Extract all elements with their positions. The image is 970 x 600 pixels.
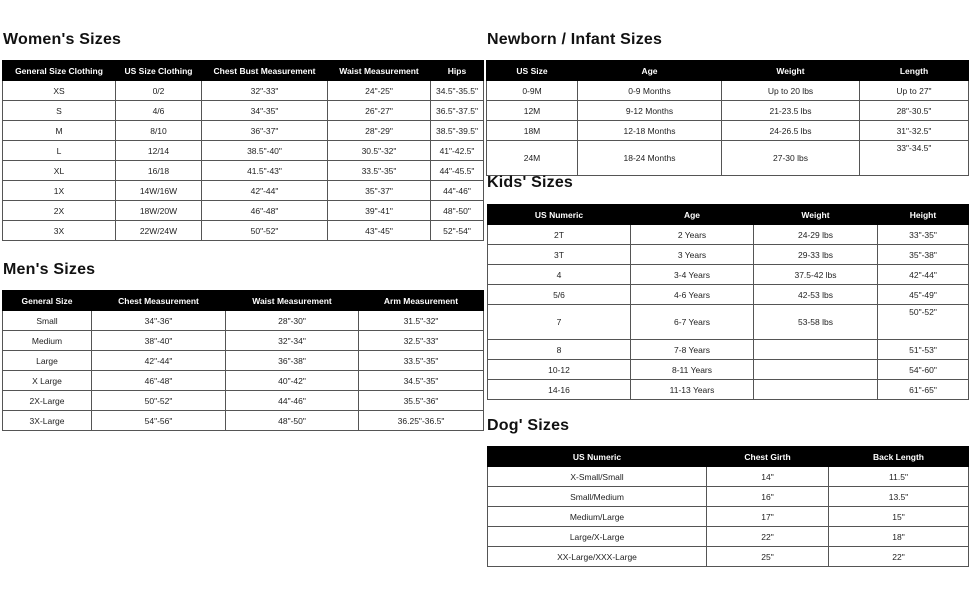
- table-row: [488, 305, 969, 340]
- table-cell: 42"-44": [878, 265, 969, 285]
- table-row: [488, 340, 969, 360]
- table-row: [3, 81, 484, 101]
- table-cell: 44"-46": [226, 391, 359, 411]
- table-cell: 42"-44": [92, 351, 226, 371]
- table-row: [3, 201, 484, 221]
- table-cell: 33.5"-35": [359, 351, 484, 371]
- table-cell: 53-58 lbs: [754, 305, 878, 340]
- table-cell: 18-24 Months: [578, 141, 722, 176]
- table-cell: 12/14: [116, 141, 202, 161]
- table-cell: 34.5"-35.5": [431, 81, 484, 101]
- column-header: US Size: [487, 61, 578, 81]
- table-cell: 34"-35": [202, 101, 328, 121]
- table-cell: 10-12: [488, 360, 631, 380]
- column-header: Hips: [431, 61, 484, 81]
- table-cell: 3X: [3, 221, 116, 241]
- table-cell: 4-6 Years: [631, 285, 754, 305]
- table-cell: 44"-45.5": [431, 161, 484, 181]
- table-cell: 42"-44": [202, 181, 328, 201]
- table-cell: 5/6: [488, 285, 631, 305]
- table-cell: XL: [3, 161, 116, 181]
- table-row: [3, 181, 484, 201]
- table-header-row: [3, 61, 484, 81]
- table-cell: Up to 20 lbs: [722, 81, 860, 101]
- column-header: Age: [631, 205, 754, 225]
- table-row: [488, 507, 969, 527]
- column-header: Back Length: [829, 447, 969, 467]
- table-cell: 61"-65": [878, 380, 969, 400]
- column-header: Length: [860, 61, 969, 81]
- dog-sizes-title: Dog' Sizes: [487, 417, 570, 434]
- table-row: [3, 391, 484, 411]
- table-row: [488, 487, 969, 507]
- table-cell: 3-4 Years: [631, 265, 754, 285]
- table-cell: 38"-40": [92, 331, 226, 351]
- table-cell: 9-12 Months: [578, 101, 722, 121]
- newborn-sizes-title: Newborn / Infant Sizes: [487, 31, 663, 48]
- column-header: Chest Girth: [707, 447, 829, 467]
- table-cell: 24M: [487, 141, 578, 176]
- table-row: [488, 265, 969, 285]
- table-row: [3, 371, 484, 391]
- table-cell: 32"-33": [202, 81, 328, 101]
- table-cell: 18M: [487, 121, 578, 141]
- column-header: General Size Clothing: [3, 61, 116, 81]
- table-cell: 13.5": [829, 487, 969, 507]
- table-cell: 50"-52": [92, 391, 226, 411]
- table-cell: 7-8 Years: [631, 340, 754, 360]
- table-cell: 29-33 lbs: [754, 245, 878, 265]
- mens-sizes-title: Men's Sizes: [3, 261, 96, 278]
- table-cell: 24"-25": [328, 81, 431, 101]
- table-cell: 24-29 lbs: [754, 225, 878, 245]
- table-cell: 12-18 Months: [578, 121, 722, 141]
- table-cell: 14W/16W: [116, 181, 202, 201]
- table-cell: 35"-38": [878, 245, 969, 265]
- table-row: [3, 221, 484, 241]
- table-cell: 28"-30": [226, 311, 359, 331]
- table-cell: 36"-38": [226, 351, 359, 371]
- table-row: [488, 245, 969, 265]
- table-cell: 17": [707, 507, 829, 527]
- table-cell: 27-30 lbs: [722, 141, 860, 176]
- table-cell: 38.5"-39.5": [431, 121, 484, 141]
- table-row: [3, 141, 484, 161]
- table-cell: 11-13 Years: [631, 380, 754, 400]
- table-cell: 31.5"-32": [359, 311, 484, 331]
- table-cell: 16": [707, 487, 829, 507]
- table-row: [487, 141, 969, 176]
- table-row: [488, 467, 969, 487]
- table-cell: 32.5"-33": [359, 331, 484, 351]
- table-header-row: [3, 291, 484, 311]
- table-cell: 24-26.5 lbs: [722, 121, 860, 141]
- table-cell: [754, 340, 878, 360]
- table-cell: 1X: [3, 181, 116, 201]
- table-cell: 39"-41": [328, 201, 431, 221]
- table-cell: S: [3, 101, 116, 121]
- table-cell: 50"-52": [878, 305, 969, 340]
- table-cell: Small: [3, 311, 92, 331]
- table-row: [3, 411, 484, 431]
- table-cell: 4: [488, 265, 631, 285]
- table-row: [488, 285, 969, 305]
- table-cell: Small/Medium: [488, 487, 707, 507]
- table-cell: 26"-27": [328, 101, 431, 121]
- table-row: [3, 161, 484, 181]
- table-cell: 44"-46": [431, 181, 484, 201]
- table-cell: [754, 360, 878, 380]
- table-cell: 36"-37": [202, 121, 328, 141]
- table-row: [488, 360, 969, 380]
- table-cell: 2T: [488, 225, 631, 245]
- column-header: US Size Clothing: [116, 61, 202, 81]
- table-cell: 28"-30.5": [860, 101, 969, 121]
- table-row: [3, 121, 484, 141]
- table-cell: M: [3, 121, 116, 141]
- table-cell: 4/6: [116, 101, 202, 121]
- table-cell: 51"-53": [878, 340, 969, 360]
- table-cell: 41.5"-43": [202, 161, 328, 181]
- table-header-row: [488, 447, 969, 467]
- column-header: Waist Measurement: [226, 291, 359, 311]
- column-header: Waist Measurement: [328, 61, 431, 81]
- table-row: [488, 547, 969, 567]
- table-cell: 36.25"-36.5": [359, 411, 484, 431]
- table-cell: 45"-49": [878, 285, 969, 305]
- table-cell: Large/X-Large: [488, 527, 707, 547]
- table-cell: 6-7 Years: [631, 305, 754, 340]
- column-header: Weight: [754, 205, 878, 225]
- table-cell: 43"-45": [328, 221, 431, 241]
- table-cell: 38.5"-40": [202, 141, 328, 161]
- table-cell: 35.5"-36": [359, 391, 484, 411]
- table-cell: XS: [3, 81, 116, 101]
- table-cell: 28"-29": [328, 121, 431, 141]
- mens-size-table: [2, 290, 484, 431]
- table-cell: 2X-Large: [3, 391, 92, 411]
- table-row: [3, 311, 484, 331]
- table-row: [3, 351, 484, 371]
- table-cell: 18W/20W: [116, 201, 202, 221]
- table-cell: 35"-37": [328, 181, 431, 201]
- table-cell: 15": [829, 507, 969, 527]
- table-cell: 31"-32.5": [860, 121, 969, 141]
- table-cell: 0/2: [116, 81, 202, 101]
- table-cell: 8-11 Years: [631, 360, 754, 380]
- table-cell: 7: [488, 305, 631, 340]
- table-cell: L: [3, 141, 116, 161]
- table-cell: 40"-42": [226, 371, 359, 391]
- table-cell: 48"-50": [431, 201, 484, 221]
- table-cell: 52"-54": [431, 221, 484, 241]
- table-header-row: [487, 61, 969, 81]
- column-header: Arm Measurement: [359, 291, 484, 311]
- table-cell: 34.5"-35": [359, 371, 484, 391]
- column-header: Chest Bust Measurement: [202, 61, 328, 81]
- column-header: Chest Measurement: [92, 291, 226, 311]
- column-header: Weight: [722, 61, 860, 81]
- table-cell: 48"-50": [226, 411, 359, 431]
- table-cell: 21-23.5 lbs: [722, 101, 860, 121]
- table-row: [487, 81, 969, 101]
- newborn-size-table: [486, 60, 969, 176]
- kids-size-table: [487, 204, 969, 400]
- table-cell: 8/10: [116, 121, 202, 141]
- column-header: Height: [878, 205, 969, 225]
- womens-sizes-title: Women's Sizes: [3, 31, 122, 48]
- table-cell: 25": [707, 547, 829, 567]
- table-cell: 41"-42.5": [431, 141, 484, 161]
- table-cell: Large: [3, 351, 92, 371]
- table-cell: X Large: [3, 371, 92, 391]
- column-header: General Size: [3, 291, 92, 311]
- table-cell: 3X-Large: [3, 411, 92, 431]
- table-cell: 37.5-42 lbs: [754, 265, 878, 285]
- column-header: Age: [578, 61, 722, 81]
- table-cell: 54"-56": [92, 411, 226, 431]
- table-cell: 16/18: [116, 161, 202, 181]
- table-cell: 8: [488, 340, 631, 360]
- table-row: [487, 121, 969, 141]
- table-cell: 30.5"-32": [328, 141, 431, 161]
- table-row: [3, 101, 484, 121]
- womens-size-table: [2, 60, 484, 241]
- table-cell: 36.5"-37.5": [431, 101, 484, 121]
- table-row: [3, 331, 484, 351]
- table-cell: 22": [829, 547, 969, 567]
- table-header-row: [488, 205, 969, 225]
- table-cell: 18": [829, 527, 969, 547]
- dog-size-table: [487, 446, 969, 567]
- table-row: [488, 225, 969, 245]
- table-cell: 46"-48": [202, 201, 328, 221]
- table-cell: 12M: [487, 101, 578, 121]
- table-cell: 50"-52": [202, 221, 328, 241]
- column-header: US Numeric: [488, 205, 631, 225]
- table-cell: 2 Years: [631, 225, 754, 245]
- table-cell: 42-53 lbs: [754, 285, 878, 305]
- table-cell: [754, 380, 878, 400]
- table-cell: 22": [707, 527, 829, 547]
- table-cell: 3 Years: [631, 245, 754, 265]
- table-row: [488, 380, 969, 400]
- table-row: [487, 101, 969, 121]
- table-cell: 0-9M: [487, 81, 578, 101]
- table-cell: X-Small/Small: [488, 467, 707, 487]
- table-cell: 32"-34": [226, 331, 359, 351]
- table-cell: 3T: [488, 245, 631, 265]
- table-cell: 11.5": [829, 467, 969, 487]
- table-cell: Up to 27": [860, 81, 969, 101]
- kids-sizes-title: Kids' Sizes: [487, 174, 574, 191]
- table-cell: 46"-48": [92, 371, 226, 391]
- table-cell: Medium: [3, 331, 92, 351]
- table-cell: 33.5"-35": [328, 161, 431, 181]
- table-cell: 14-16: [488, 380, 631, 400]
- table-cell: 22W/24W: [116, 221, 202, 241]
- table-cell: 0-9 Months: [578, 81, 722, 101]
- column-header: US Numeric: [488, 447, 707, 467]
- table-cell: 33"-34.5": [860, 141, 969, 176]
- table-cell: XX-Large/XXX-Large: [488, 547, 707, 567]
- table-cell: Medium/Large: [488, 507, 707, 527]
- table-cell: 54"-60": [878, 360, 969, 380]
- table-cell: 34"-36": [92, 311, 226, 331]
- table-cell: 33"-35": [878, 225, 969, 245]
- table-cell: 2X: [3, 201, 116, 221]
- table-cell: 14": [707, 467, 829, 487]
- table-row: [488, 527, 969, 547]
